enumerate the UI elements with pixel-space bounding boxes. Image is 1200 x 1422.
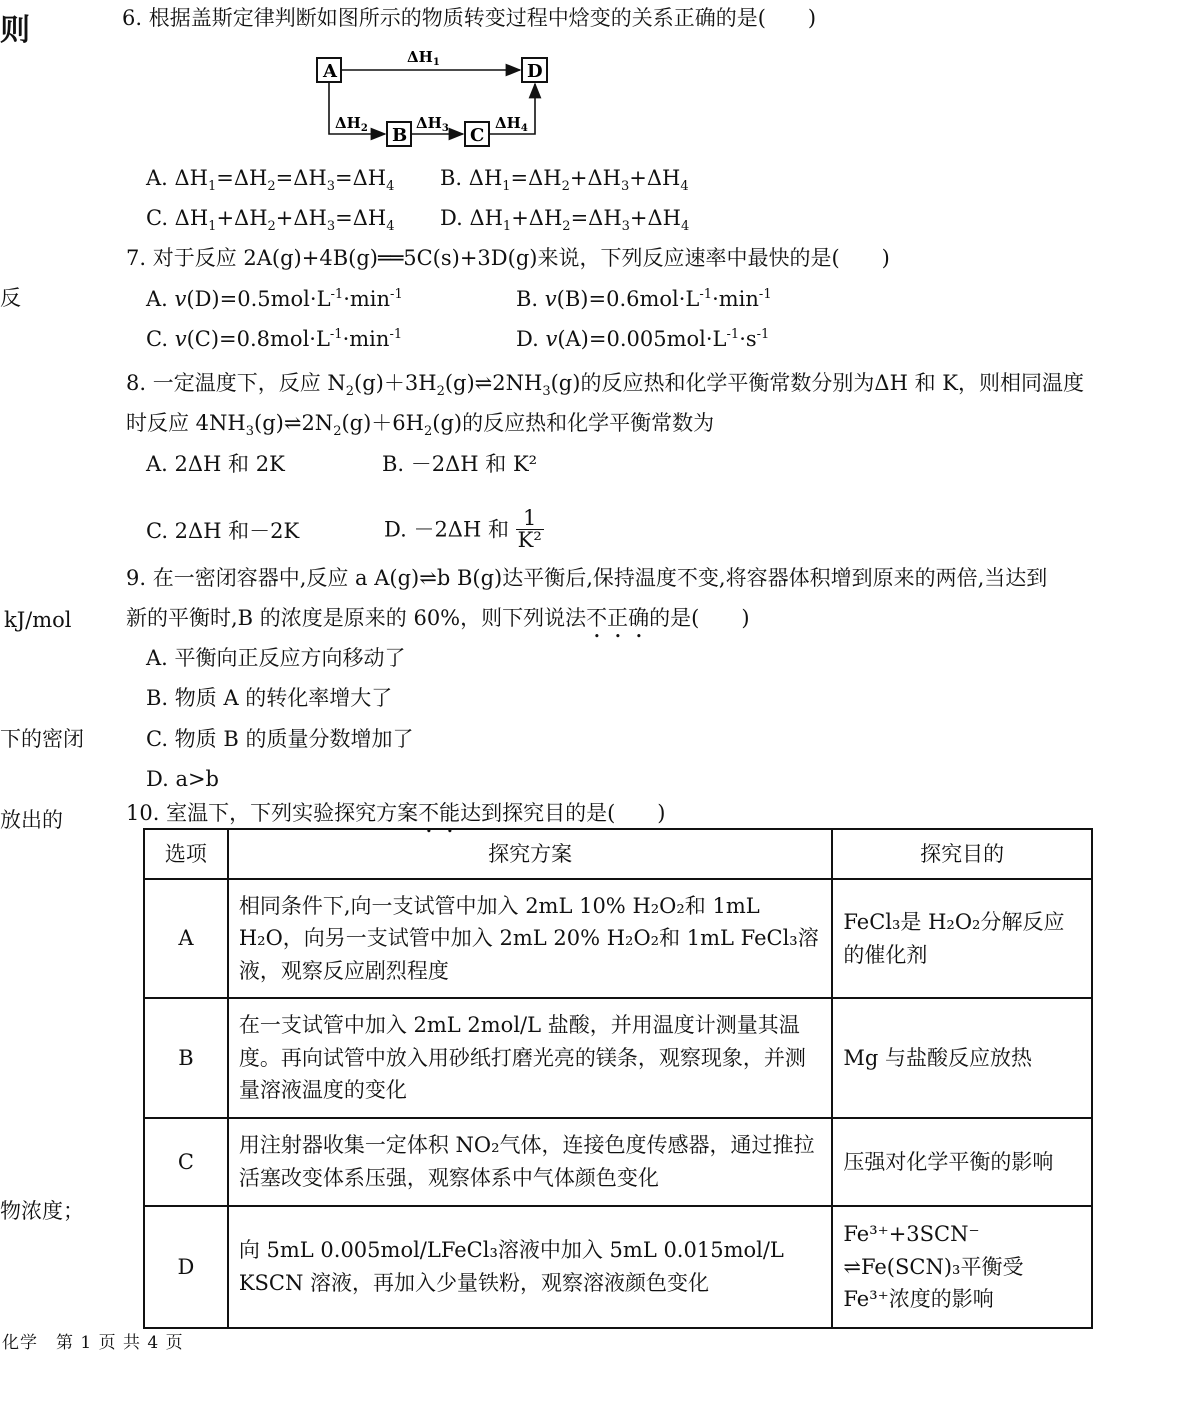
q8-option-c: C. 2ΔH 和－2K — [146, 519, 300, 543]
q6-option-c: C. $\Delta H_1+\Delta H_2+\Delta H_3=\Delta H_4$ — [146, 206, 395, 235]
q6-option-b: B. $\Delta H_1=\Delta H_2+\Delta H_3+\Delta H_4$ — [440, 166, 689, 195]
table-header-row — [144, 829, 1092, 879]
label-h3: $\Delta H_3$ — [416, 114, 449, 134]
q6-option-a: A. $\Delta H_1=\Delta H_2=\Delta H_3=\Delta H_4$ — [146, 166, 395, 195]
q9-option-d: D. a>b — [146, 767, 219, 791]
node-a-label: A — [323, 61, 337, 82]
row-goal: 压强对化学平衡的影响 — [832, 1118, 1092, 1206]
q9-option-a: A. 平衡向正反应方向移动了 — [146, 646, 406, 670]
margin-fragment: 下的密闭 — [0, 727, 84, 751]
margin-fragment-top: 则 — [0, 13, 30, 48]
margin-fragment: 物浓度； — [0, 1199, 84, 1223]
margin-fragment: 放出的 — [0, 808, 63, 832]
node-d-label: D — [527, 61, 543, 82]
row-option: C — [144, 1118, 228, 1206]
row-option: A — [144, 879, 228, 998]
margin-fragment: 反 — [0, 286, 21, 310]
node-c-label: C — [470, 125, 485, 146]
page-footer: 化学 第 1 页 共 4 页 — [2, 1333, 184, 1353]
q10-table — [143, 828, 1093, 1329]
q7-stem: 7. 对于反应 2A(g)+4B(g)══5C(s)+3D(g)来说，下列反应速率中最快的是( ) — [126, 246, 890, 270]
row-option: B — [144, 998, 228, 1118]
table-header: 探究目的 — [832, 829, 1092, 879]
q10-stem: 10. 室温下，下列实验探究方案不能达到探究目的是( ) — [126, 801, 666, 825]
table-header: 探究方案 — [228, 829, 833, 879]
row-plan: 相同条件下,向一支试管中加入 2mL 10% H₂O₂和 1mL H₂O，向另一支试管中加入 2mL 20% H₂O₂和 1mL FeCl₃溶液，观察反应剧烈程度 — [228, 879, 833, 998]
row-goal — [832, 1206, 1092, 1328]
row-goal: Mg 与盐酸反应放热 — [832, 998, 1092, 1118]
table-row — [144, 1118, 1092, 1206]
goal-line: ⇌Fe(SCN)₃平衡受 — [843, 1254, 1024, 1279]
fraction-one-over-k-squared: $\frac{1}{\text{K²}}$ — [517, 506, 542, 552]
q7-option-d: D. $v(A)=0.005mol\cdot L^{-1}\cdot s^{-1}$ — [516, 327, 770, 351]
q9-stem-line1: 9. 在一密闭容器中,反应 a A(g)⇌b B(g)达平衡后,保持温度不变,将容器体积增到原来的两倍,当达到 — [126, 566, 1048, 590]
q7-option-a: A. $v(D)=0.5mol\cdot L^{-1}\cdot\min^{-1}$ — [146, 287, 403, 311]
row-option: D — [144, 1206, 228, 1328]
label-h2: $\Delta H_2$ — [335, 114, 368, 134]
q8-option-d: D. －2ΔH 和 $\frac{1}{\text{K²}}$ — [384, 506, 542, 552]
q9-option-c: C. 物质 B 的质量分数增加了 — [146, 727, 414, 751]
node-b-label: B — [392, 125, 408, 146]
row-plan: 用注射器收集一定体积 NO₂气体，连接色度传感器，通过推拉活塞改变体系压强，观察体系中气体颜色变化 — [228, 1118, 833, 1206]
table-row — [144, 998, 1092, 1118]
margin-fragment: kJ/mol — [4, 608, 72, 632]
q8-option-b: B. －2ΔH 和 K² — [382, 452, 538, 476]
q9-option-b: B. 物质 A 的转化率增大了 — [146, 686, 393, 710]
table-row — [144, 1206, 1092, 1328]
row-goal: FeCl₃是 H₂O₂分解反应的催化剂 — [832, 879, 1092, 998]
table-row — [144, 879, 1092, 998]
q9-stem-line2: 新的平衡时,B 的浓度是原来的 60%，则下列说法不正确的是( ) — [126, 606, 750, 630]
goal-line: Fe³⁺+3SCN⁻ — [843, 1222, 980, 1247]
q8-stem-line2: 时反应 $4NH_3(g)\rightleftharpoons 2N_2(g)+6H_2(g)$的反应热和化学平衡常数为 — [126, 411, 715, 440]
row-plan: 在一支试管中加入 2mL 2mol/L 盐酸，并用温度计测量其温度。再向试管中放入用砂纸打磨光亮的镁条，观察现象，并测量溶液温度的变化 — [228, 998, 833, 1118]
q6-stem: 6. 根据盖斯定律判断如图所示的物质转变过程中焓变的关系正确的是( ) — [122, 6, 817, 30]
goal-line: Fe³⁺浓度的影响 — [843, 1287, 994, 1312]
row-plan: 向 5mL 0.005mol/LFeCl₃溶液中加入 5mL 0.015mol/L KSCN 溶液，再加入少量铁粉，观察溶液颜色变化 — [228, 1206, 833, 1328]
label-h4: $\Delta H_4$ — [495, 114, 528, 134]
q7-option-c: C. $v(C)=0.8mol\cdot L^{-1}\cdot\min^{-1}$ — [146, 327, 403, 351]
q8-stem-line1: 8. 一定温度下，反应 $N_2(g)+3H_2(g)\rightleftharpoons 2NH_3(g)$的反应热和化学平衡常数分别为ΔH 和 K，则相同温度 — [126, 371, 1084, 400]
hess-law-diagram — [315, 48, 555, 148]
label-h1: $\Delta H_1$ — [407, 48, 440, 68]
table-header: 选项 — [144, 829, 228, 879]
q7-option-b: B. $v(B)=0.6mol\cdot L^{-1}\cdot\min^{-1}$ — [516, 287, 772, 311]
q8-option-a: A. 2ΔH 和 2K — [146, 452, 285, 476]
q6-option-d: D. $\Delta H_1+\Delta H_2=\Delta H_3+\Delta H_4$ — [440, 206, 690, 235]
